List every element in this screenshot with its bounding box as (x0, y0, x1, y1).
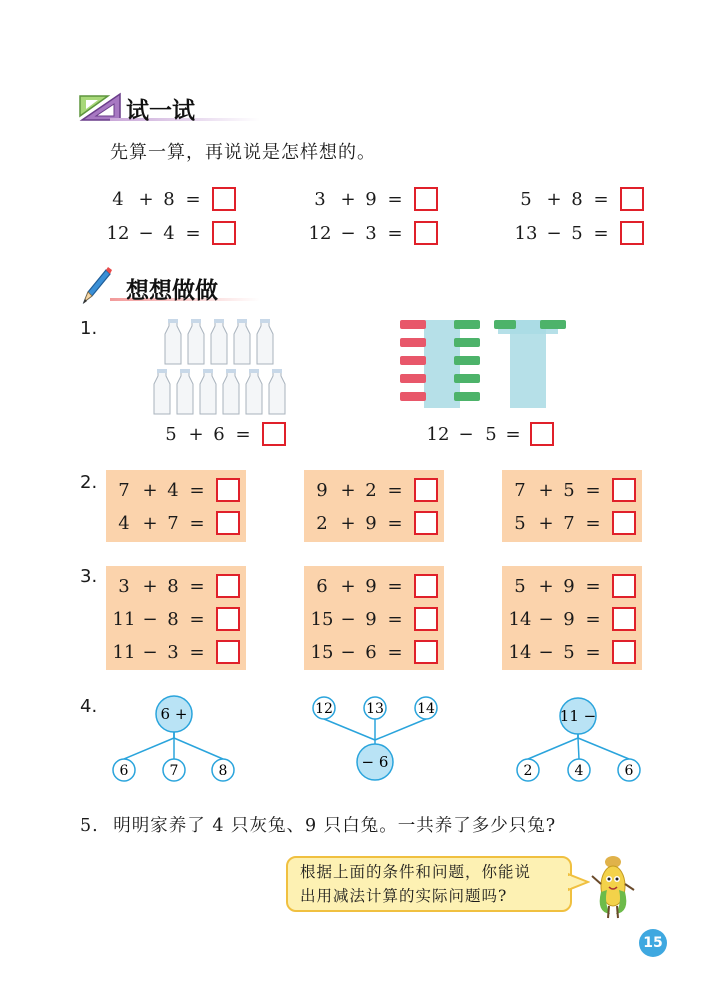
operand: 9 (365, 575, 377, 597)
equals-sign: = (593, 188, 609, 210)
operand: 8 (571, 188, 583, 210)
node-label: 8 (218, 763, 228, 779)
section-title: 试一试 (126, 98, 195, 124)
operand: 9 (365, 608, 377, 630)
operand: 5 (520, 188, 532, 210)
question-number: 2. (80, 472, 98, 493)
operand: 8 (167, 608, 179, 630)
node-label: 7 (169, 763, 179, 779)
tree-branch (578, 738, 579, 759)
operand: 9 (365, 188, 377, 210)
operand: 11 (112, 608, 136, 630)
operand: 12 (106, 222, 130, 244)
equals-sign: = (189, 479, 205, 501)
operator: + (538, 479, 554, 501)
operand: 4 (167, 479, 179, 501)
operand: 4 (118, 512, 130, 534)
operator: + (340, 575, 356, 597)
operator: + (538, 575, 554, 597)
operator: + (340, 479, 356, 501)
bubble-tail (568, 872, 590, 892)
operand: 2 (365, 479, 377, 501)
operand: 7 (514, 479, 526, 501)
node-label: 4 (574, 763, 584, 779)
operator: + (142, 512, 158, 534)
equals-sign: = (387, 608, 403, 630)
operand: 15 (310, 608, 334, 630)
operator: + (142, 479, 158, 501)
operand: 3 (167, 641, 179, 663)
operand: 4 (163, 222, 175, 244)
tree-leaf-node (415, 697, 437, 719)
tree-branch (124, 738, 174, 759)
equals-sign: = (189, 641, 205, 663)
tree-leaf-node (113, 759, 135, 781)
word-problem (80, 812, 556, 837)
operand: 8 (163, 188, 175, 210)
equals-sign: = (387, 188, 403, 210)
equals-sign: = (585, 641, 601, 663)
question-number: 3. (80, 566, 98, 587)
tree-leaf-node (212, 759, 234, 781)
operand: 9 (563, 608, 575, 630)
operand: 2 (316, 512, 328, 534)
operand: 6 (365, 641, 377, 663)
operator: − (340, 222, 356, 244)
equals-sign: = (387, 575, 403, 597)
equals-sign: = (189, 608, 205, 630)
equals-sign: = (185, 188, 201, 210)
tree-leaf-node (364, 697, 386, 719)
tree-center-node (357, 744, 393, 780)
operand: 14 (508, 608, 532, 630)
node-label: 6 + (160, 705, 188, 723)
tree-leaf-node (313, 697, 335, 719)
equals-sign: = (387, 512, 403, 534)
operator: + (340, 188, 356, 210)
operand: 14 (508, 641, 532, 663)
operand: 4 (112, 188, 124, 210)
operand: 5 (514, 512, 526, 534)
equals-sign: = (593, 222, 609, 244)
equals-sign: = (189, 575, 205, 597)
page-number: 15 (639, 929, 667, 957)
operator: − (546, 222, 562, 244)
equals-sign: = (585, 608, 601, 630)
node-label: 14 (417, 701, 435, 717)
node-label: 12 (315, 701, 333, 717)
node-label: 2 (523, 763, 533, 779)
equals-sign: = (585, 575, 601, 597)
operator: − (538, 641, 554, 663)
node-label: − 6 (361, 753, 389, 771)
equals-sign: = (185, 222, 201, 244)
operator: + (538, 512, 554, 534)
operand: 5 (485, 423, 497, 445)
tree-branch (375, 719, 426, 740)
section-title: 想想做做 (126, 278, 218, 304)
operand: 5 (165, 423, 177, 445)
operator: − (142, 608, 158, 630)
tree-center-node (560, 698, 596, 734)
hint-line: 根据上面的条件和问题，你能说 (300, 863, 532, 881)
operand: 5 (571, 222, 583, 244)
tree-leaf-node (568, 759, 590, 781)
operand: 7 (563, 512, 575, 534)
tree-center-node (156, 696, 192, 732)
operand: 5 (563, 641, 575, 663)
equals-sign: = (387, 479, 403, 501)
operator: − (340, 608, 356, 630)
operand: 7 (118, 479, 130, 501)
operand: 3 (118, 575, 130, 597)
operand: 13 (514, 222, 538, 244)
tree-branch (324, 719, 375, 740)
node-label: 6 (119, 763, 129, 779)
operand: 12 (426, 423, 450, 445)
instruction-text: 先算一算，再说说是怎样想的。 (110, 142, 376, 163)
operand: 11 (112, 641, 136, 663)
question-number: 5. (80, 816, 99, 836)
node-label: 11 − (559, 707, 597, 725)
tree-branch (578, 738, 629, 759)
equals-sign: = (189, 512, 205, 534)
operand: 15 (310, 641, 334, 663)
operand: 6 (213, 423, 225, 445)
operand: 8 (167, 575, 179, 597)
operator: − (340, 641, 356, 663)
equals-sign: = (387, 222, 403, 244)
operand: 6 (316, 575, 328, 597)
operator: − (458, 423, 474, 445)
tree-branch (174, 738, 223, 759)
operand: 5 (514, 575, 526, 597)
operator: + (138, 188, 154, 210)
question-number: 1. (80, 318, 98, 339)
operand: 9 (316, 479, 328, 501)
hint-bubble (286, 856, 572, 912)
operand: 9 (365, 512, 377, 534)
operator: + (340, 512, 356, 534)
node-label: 6 (624, 763, 634, 779)
node-label: 13 (366, 701, 384, 717)
operand: 3 (314, 188, 326, 210)
operator: + (546, 188, 562, 210)
operand: 5 (563, 479, 575, 501)
equals-sign: = (505, 423, 521, 445)
operator: + (188, 423, 204, 445)
operand: 7 (167, 512, 179, 534)
question-number: 4. (80, 696, 98, 717)
equals-sign: = (387, 641, 403, 663)
equals-sign: = (585, 479, 601, 501)
operator: − (138, 222, 154, 244)
corn-mascot-icon (590, 852, 636, 920)
tree-leaf-node (618, 759, 640, 781)
tree-leaf-node (517, 759, 539, 781)
question-text: 明明家养了 4 只灰兔、9 只白兔。一共养了多少只兔? (113, 816, 557, 836)
operator: − (142, 641, 158, 663)
tree-branch (528, 738, 578, 759)
operand: 3 (365, 222, 377, 244)
equals-sign: = (585, 512, 601, 534)
operand: 12 (308, 222, 332, 244)
operator: + (142, 575, 158, 597)
operand: 9 (563, 575, 575, 597)
hint-line: 出用减法计算的实际问题吗? (300, 887, 508, 905)
operator: − (538, 608, 554, 630)
tree-leaf-node (163, 759, 185, 781)
equals-sign: = (235, 423, 251, 445)
